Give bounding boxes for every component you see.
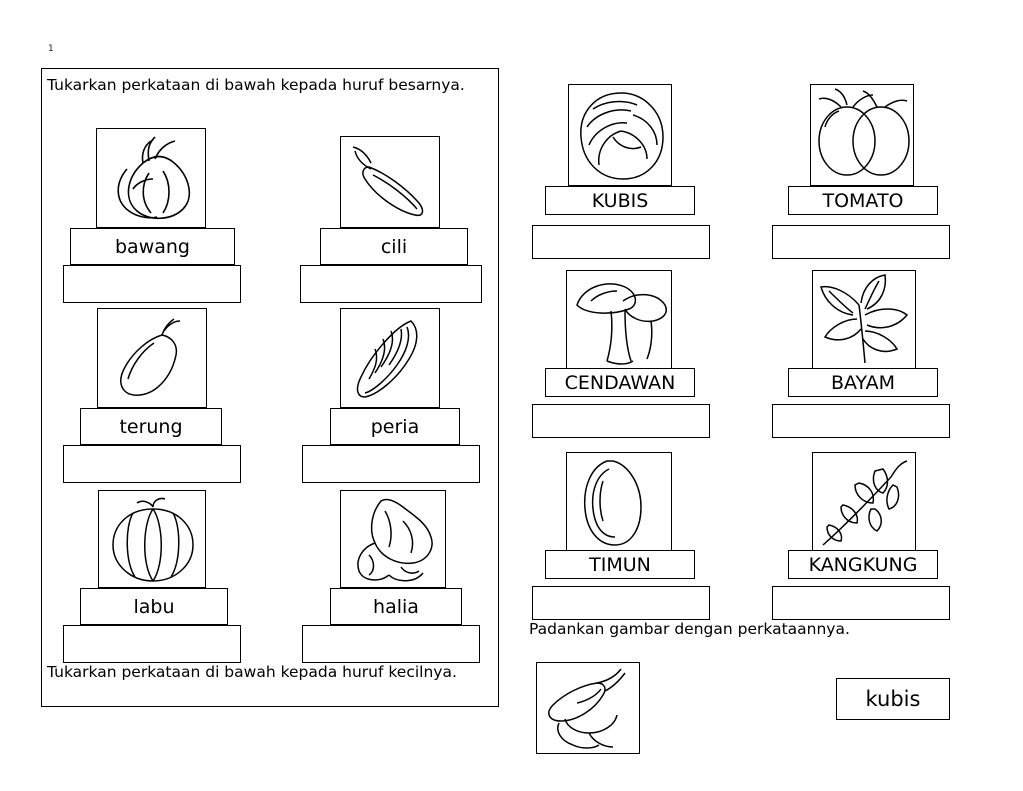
right-answer-blank-bayam[interactable] <box>772 404 950 438</box>
right-word-kubis: KUBIS <box>545 186 695 215</box>
left-word-halia: halia <box>330 588 462 625</box>
left-word-peria: peria <box>330 408 460 445</box>
left-instruction-lowercase: Tukarkan perkataan di bawah kepada huruf kecilnya. <box>47 663 457 681</box>
right-answer-blank-kangkung[interactable] <box>772 586 950 620</box>
right-word-cendawan: CENDAWAN <box>545 368 695 397</box>
right-answer-blank-tomato[interactable] <box>772 225 950 259</box>
left-word-bawang: bawang <box>70 228 235 265</box>
pumpkin-icon <box>98 490 206 588</box>
right-answer-blank-kubis[interactable] <box>532 225 710 259</box>
page-number: 1 <box>48 44 54 54</box>
cabbage-icon <box>568 84 672 186</box>
right-answer-blank-cendawan[interactable] <box>532 404 710 438</box>
left-answer-blank-peria[interactable] <box>302 445 480 483</box>
left-answer-blank-cili[interactable] <box>300 265 482 303</box>
ginger-icon <box>340 490 446 588</box>
bitter-gourd-icon <box>340 308 440 408</box>
mushroom-icon <box>566 270 672 370</box>
right-instruction-matching: Padankan gambar dengan perkataannya. <box>529 620 850 638</box>
onion-icon <box>96 128 206 228</box>
left-answer-blank-halia[interactable] <box>302 625 480 663</box>
left-answer-blank-terung[interactable] <box>63 445 241 483</box>
right-word-tomato: TOMATO <box>788 186 938 215</box>
eggplant-icon <box>97 308 207 408</box>
left-instruction-uppercase: Tukarkan perkataan di bawah kepada huruf besarnya. <box>47 76 465 94</box>
left-answer-blank-bawang[interactable] <box>63 265 241 303</box>
spinach-icon <box>812 270 916 370</box>
left-word-cili: cili <box>320 228 468 265</box>
tomato-icon <box>810 84 914 186</box>
banana-leaf-vegetable-icon <box>536 662 640 754</box>
water-spinach-icon <box>812 452 916 552</box>
chili-icon <box>340 136 440 228</box>
right-word-kangkung: KANGKUNG <box>788 550 938 579</box>
right-word-timun: TIMUN <box>545 550 695 579</box>
cucumber-icon <box>566 452 672 552</box>
matching-word-chip-kubis[interactable]: kubis <box>836 678 950 720</box>
left-word-terung: terung <box>80 408 222 445</box>
left-word-labu: labu <box>80 588 228 625</box>
right-word-bayam: BAYAM <box>788 368 938 397</box>
left-answer-blank-labu[interactable] <box>63 625 241 663</box>
right-answer-blank-timun[interactable] <box>532 586 710 620</box>
